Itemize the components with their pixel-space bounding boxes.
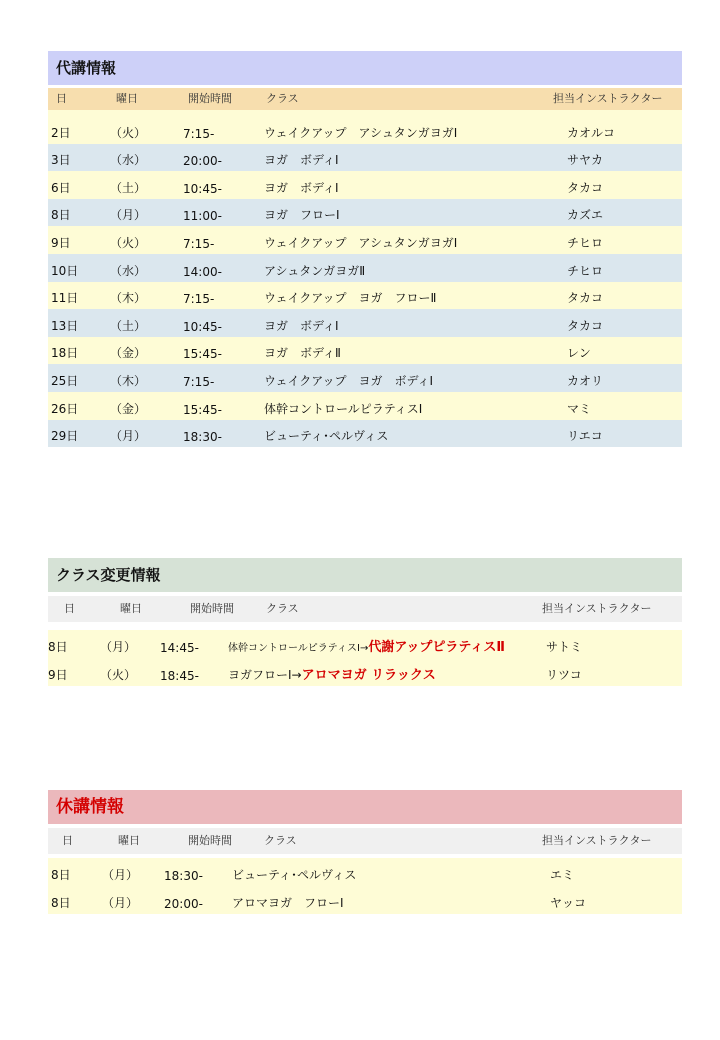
row-day: 9日 (51, 235, 71, 250)
row-day: 10日 (51, 263, 79, 278)
row-class: ビューティ･ペルヴィス (232, 868, 357, 882)
table-row (48, 364, 682, 392)
row-class: ヨガ ボディⅡ (264, 346, 341, 361)
row-class-change (228, 664, 436, 683)
row-weekday: （火） (100, 668, 137, 682)
header-day: 日 (56, 92, 67, 105)
row-weekday: （月） (100, 640, 137, 654)
row-instructor: カオルコ (567, 125, 616, 140)
table-row (48, 116, 682, 144)
row-start-time: 11:00- (183, 209, 222, 224)
table-row (48, 630, 682, 658)
table-row (48, 858, 682, 886)
change-header-row (48, 596, 682, 622)
table-row (48, 658, 682, 686)
substitute-title: 代講情報 (48, 51, 682, 85)
row-day: 25日 (51, 373, 79, 388)
row-class-change (228, 636, 505, 655)
row-class-from: ヨガフローⅠ→ (228, 668, 302, 682)
row-class-to: 代謝アップピラティスⅡ (368, 640, 505, 655)
row-weekday: （木） (110, 373, 147, 388)
row-weekday: （木） (110, 291, 147, 306)
table-row (48, 254, 682, 282)
row-weekday: （火） (110, 235, 147, 250)
header-day: 日 (62, 834, 73, 847)
row-instructor: エミ (550, 868, 575, 882)
row-day: 6日 (51, 180, 71, 195)
substitute-table (48, 116, 682, 447)
table-row (48, 226, 682, 254)
row-instructor: チヒロ (567, 263, 604, 278)
header-weekday: 曜日 (120, 602, 142, 615)
header-instructor: 担当インストラクター (542, 602, 652, 615)
row-start-time: 7:15- (183, 126, 215, 141)
row-day: 29日 (51, 429, 79, 444)
row-class: ヨガ ボディⅠ (264, 180, 339, 195)
table-row (48, 420, 682, 448)
row-instructor: タカコ (567, 318, 604, 333)
row-instructor: リツコ (546, 668, 582, 682)
change-section (48, 558, 682, 686)
row-start-time: 18:45- (160, 669, 199, 683)
row-weekday: （水） (110, 153, 147, 168)
row-start-time: 7:15- (183, 292, 215, 307)
table-row (48, 337, 682, 365)
row-instructor: サヤカ (567, 153, 604, 168)
row-start-time: 15:45- (183, 402, 222, 417)
row-instructor: マミ (567, 401, 592, 416)
row-start-time: 18:30- (164, 869, 203, 883)
row-instructor: ヤッコ (550, 896, 587, 910)
row-instructor: レン (567, 346, 591, 361)
row-weekday: （水） (110, 263, 147, 278)
row-day: 13日 (51, 318, 79, 333)
row-start-time: 7:15- (183, 236, 215, 251)
row-day: 2日 (51, 125, 71, 140)
row-class: 体幹コントロールピラティスⅠ (264, 401, 423, 416)
row-start-time: 14:00- (183, 264, 222, 279)
row-start-time: 20:00- (183, 154, 222, 169)
header-start: 開始時間 (188, 834, 232, 847)
row-start-time: 18:30- (183, 430, 222, 445)
cancel-title: 休講情報 (48, 790, 682, 824)
row-instructor: チヒロ (567, 235, 604, 250)
header-start: 開始時間 (190, 602, 234, 615)
row-class: ウェイクアップ ヨガ ボディⅠ (264, 373, 434, 388)
row-start-time: 10:45- (183, 181, 222, 196)
row-weekday: （月） (102, 868, 139, 882)
row-class: ヨガ ボディⅠ (264, 153, 339, 168)
table-row (48, 282, 682, 310)
cancel-header-row (48, 828, 682, 854)
table-row (48, 886, 682, 914)
row-class-to: アロマヨガ リラックス (301, 668, 436, 683)
row-day: 8日 (51, 896, 71, 910)
row-weekday: （金） (110, 346, 147, 361)
row-weekday: （土） (110, 318, 147, 333)
row-instructor: タカコ (567, 291, 604, 306)
row-instructor: サトミ (546, 640, 583, 654)
row-day: 8日 (48, 640, 68, 654)
row-instructor: タカコ (567, 180, 604, 195)
row-class: ヨガ フローⅠ (264, 208, 340, 223)
row-class: ウェイクアップ ヨガ フローⅡ (264, 291, 437, 306)
change-title: クラス変更情報 (48, 558, 682, 592)
table-row (48, 199, 682, 227)
row-class-from: 体幹コントロールピラティスⅠ→ (228, 643, 369, 654)
header-class: クラス (266, 92, 299, 105)
header-start: 開始時間 (188, 92, 232, 105)
change-table (48, 630, 682, 686)
row-day: 3日 (51, 153, 71, 168)
row-instructor: カオリ (567, 373, 604, 388)
substitute-header-row (48, 88, 682, 110)
row-start-time: 14:45- (160, 641, 199, 655)
header-class: クラス (266, 602, 299, 615)
row-weekday: （月） (102, 896, 139, 910)
header-instructor: 担当インストラクター (542, 834, 652, 847)
table-row (48, 392, 682, 420)
row-class: ウェイクアップ アシュタンガヨガⅠ (264, 125, 458, 140)
row-day: 9日 (48, 668, 68, 682)
cancel-table (48, 858, 682, 914)
table-row (48, 171, 682, 199)
table-row (48, 144, 682, 172)
row-class: アロマヨガ フローⅠ (232, 896, 344, 910)
row-instructor: カズエ (567, 208, 604, 223)
table-row (48, 309, 682, 337)
row-start-time: 7:15- (183, 374, 215, 389)
row-day: 18日 (51, 346, 79, 361)
row-start-time: 20:00- (164, 897, 203, 911)
cancel-section (48, 790, 682, 914)
row-day: 11日 (51, 291, 79, 306)
row-day: 8日 (51, 208, 71, 223)
row-weekday: （金） (110, 401, 147, 416)
row-weekday: （土） (110, 180, 147, 195)
row-start-time: 10:45- (183, 319, 222, 334)
row-day: 8日 (51, 868, 71, 882)
row-weekday: （火） (110, 125, 147, 140)
row-weekday: （月） (110, 429, 147, 444)
row-class: ウェイクアップ アシュタンガヨガⅠ (264, 235, 458, 250)
row-weekday: （月） (110, 208, 147, 223)
header-instructor: 担当インストラクター (553, 92, 663, 105)
row-start-time: 15:45- (183, 347, 222, 362)
header-weekday: 曜日 (118, 834, 140, 847)
row-class: ヨガ ボディⅠ (264, 318, 339, 333)
header-day: 日 (64, 602, 75, 615)
row-class: アシュタンガヨガⅡ (264, 263, 366, 278)
header-class: クラス (264, 834, 297, 847)
row-class: ビューティ･ペルヴィス (264, 429, 389, 444)
header-weekday: 曜日 (116, 92, 138, 105)
row-day: 26日 (51, 401, 79, 416)
substitute-section (48, 51, 682, 447)
row-instructor: リエコ (567, 429, 603, 444)
